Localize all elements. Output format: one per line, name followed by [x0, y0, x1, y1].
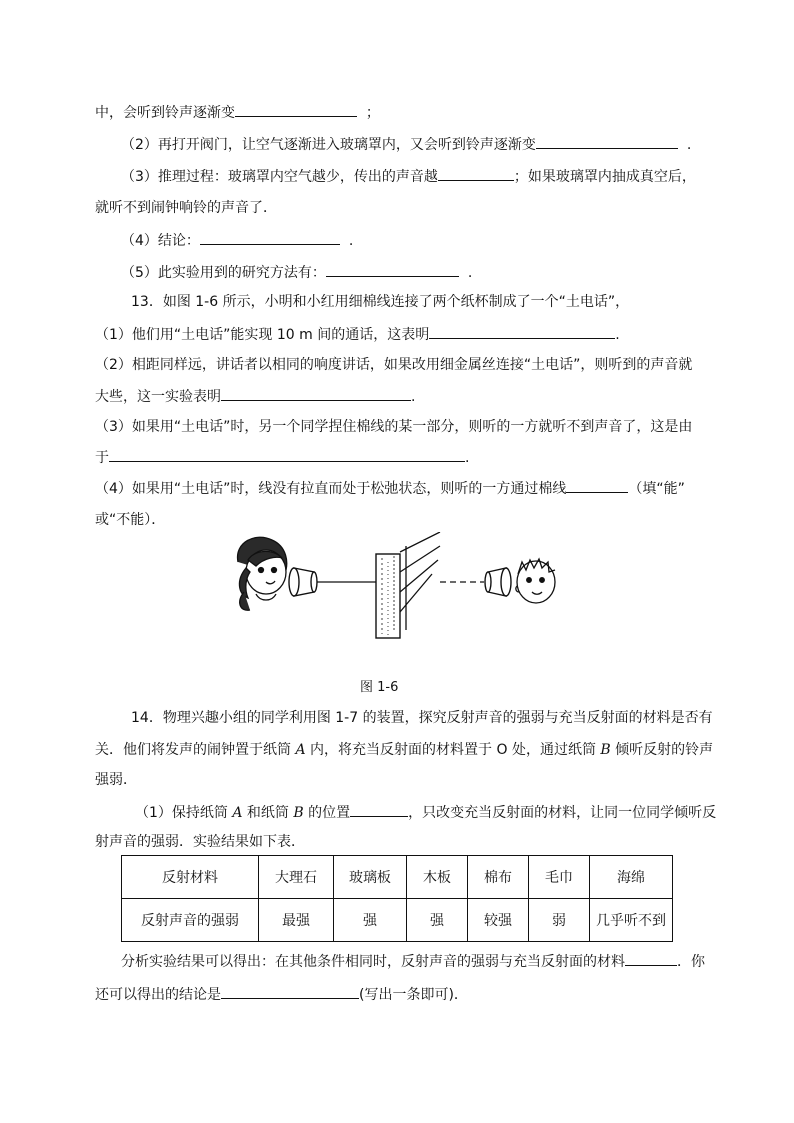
- left-cup: [289, 568, 317, 596]
- tube-a-label: A: [232, 805, 243, 821]
- q13-text: .: [465, 450, 470, 466]
- q14-text: 还可以得出的结论是: [95, 987, 221, 1003]
- answer-blank[interactable]: [429, 324, 615, 339]
- q13-text: （2）相距同样远，讲话者以相同的响度讲话，如果改用细金属丝连接“土电话”，则听到的声音就: [95, 357, 693, 373]
- table-cell: 玻璃板: [334, 856, 407, 899]
- q13-text: （4）如果用“土电话”时，线没有拉直而处于松弛状态，则听的一方通过棉线: [95, 481, 567, 497]
- answer-blank[interactable]: [221, 984, 359, 999]
- answer-blank[interactable]: [350, 802, 408, 817]
- q12-text: （3）推理过程：玻璃罩内空气越少，传出的声音越: [121, 169, 438, 185]
- q13-part-3-cont: [95, 447, 469, 468]
- q12-text: .: [348, 233, 354, 249]
- q12-text: （2）再打开阀门，让空气逐渐进入玻璃罩内，又会听到铃声逐渐变: [121, 137, 536, 153]
- q13-part-2-cont: [95, 386, 415, 407]
- q14-text: 关．他们将发声的闹钟置于纸筒: [95, 742, 296, 758]
- answer-blank[interactable]: [200, 230, 340, 245]
- table-cell: 几乎听不到: [590, 899, 673, 942]
- q14-text: 14．物理兴趣小组的同学利用图 1-7 的装置，探究反射声音的强弱与充当反射面的材料是否有: [131, 710, 713, 726]
- q13-text: 或“不能）．: [95, 512, 166, 528]
- q13-part-1: [95, 324, 620, 345]
- q14-text: (写出一条即可)．: [359, 987, 468, 1003]
- figure-caption: 图 1-6: [360, 680, 399, 695]
- q14-part-1-cont: [95, 832, 305, 852]
- answer-blank[interactable]: [326, 262, 459, 277]
- q12-part-2: [121, 134, 691, 155]
- q14-text: ．你: [677, 954, 705, 970]
- q14-text: 和纸筒: [242, 805, 294, 821]
- q14-part-1: [135, 802, 716, 823]
- q14-text: 的位置: [303, 805, 351, 821]
- answer-blank[interactable]: [438, 166, 514, 181]
- q12-part-4: [121, 230, 353, 251]
- q13-text: .: [615, 327, 620, 343]
- q14-intro: [131, 708, 713, 728]
- answer-blank[interactable]: [566, 478, 628, 493]
- table-cell: 海绵: [590, 856, 673, 899]
- table-header-cell: 反射材料: [122, 856, 259, 899]
- q12-text: 中，会听到铃声逐渐变: [95, 105, 235, 121]
- q13-part-4-cont: [95, 510, 165, 530]
- tube-b-label: B: [600, 742, 611, 758]
- q12-text: （5）此实验用到的研究方法有：: [121, 265, 326, 281]
- table-cell: 木板: [407, 856, 468, 899]
- table-cell: 强: [334, 899, 407, 942]
- table-cell: 毛巾: [529, 856, 590, 899]
- girl-illustration: [238, 537, 287, 610]
- q13-text: 于: [95, 450, 109, 466]
- q14-text: （1）保持纸筒: [135, 805, 233, 821]
- wall-corner: [376, 532, 440, 638]
- q12-text: .: [686, 137, 692, 153]
- q14-text: 射声音的强弱．实验结果如下表．: [95, 834, 305, 850]
- answer-blank[interactable]: [235, 102, 357, 117]
- table-cell: 棉布: [468, 856, 529, 899]
- table-cell: 强: [407, 899, 468, 942]
- q13-text: （3）如果用“土电话”时，另一个同学捏住棉线的某一部分，则听的一方就听不到声音了，这是由: [95, 419, 693, 435]
- q12-line-1: [95, 102, 380, 123]
- answer-blank[interactable]: [536, 134, 678, 149]
- q13-part-2: [95, 355, 692, 375]
- boy-illustration: [516, 559, 555, 603]
- q13-text: （1）他们用“土电话”能实现 10 m 间的通话，这表明: [95, 327, 430, 343]
- q13-part-3: [95, 417, 692, 437]
- q13-text: （填“能”: [628, 481, 685, 497]
- q12-text: ；: [365, 105, 380, 121]
- q12-text: ；如果玻璃罩内抽成真空后，: [513, 169, 696, 185]
- q14-text: 内，将充当反射面的材料置于 O 处，通过纸筒: [305, 742, 601, 758]
- q12-text: （4）结论：: [121, 233, 200, 249]
- table-cell: 较强: [468, 899, 529, 942]
- q13-text: 大些，这一实验表明: [95, 389, 221, 405]
- q13-text: .: [411, 389, 416, 405]
- right-cup: [485, 568, 511, 596]
- q12-text: .: [467, 265, 473, 281]
- q13-intro: [131, 292, 629, 312]
- table-header-cell: 反射声音的强弱: [122, 899, 259, 942]
- q12-part-5: [121, 262, 472, 283]
- q14-intro-cont: [95, 740, 713, 760]
- tube-a-label: A: [295, 742, 306, 758]
- q14-text: 倾听反射的铃声: [610, 742, 714, 758]
- answer-blank[interactable]: [221, 386, 411, 401]
- string-telephone-figure: [226, 532, 566, 650]
- q14-text: 分析实验结果可以得出：在其他条件相同时，反射声音的强弱与充当反射面的材料: [121, 954, 625, 970]
- q12-part-3-cont: [95, 198, 277, 218]
- answer-blank[interactable]: [625, 951, 677, 966]
- table-row: [122, 856, 673, 899]
- table-cell: 弱: [529, 899, 590, 942]
- q14-analysis-cont: [95, 984, 468, 1005]
- q14-intro-end: [95, 770, 137, 790]
- q13-text: 13．如图 1-6 所示，小明和小红用细棉线连接了两个纸杯制成了一个“土电话”，: [131, 294, 630, 310]
- results-table: [121, 855, 673, 942]
- q14-analysis: [121, 951, 705, 972]
- answer-blank[interactable]: [109, 447, 465, 462]
- table-row: [122, 899, 673, 942]
- q12-text: 就听不到闹钟响铃的声音了．: [95, 200, 277, 216]
- tube-b-label: B: [293, 805, 304, 821]
- table-cell: 大理石: [259, 856, 334, 899]
- table-cell: 最强: [259, 899, 334, 942]
- q12-part-3: [121, 166, 696, 187]
- q13-part-4: [95, 478, 685, 499]
- q14-text: ，只改变充当反射面的材料，让同一位同学倾听反: [408, 805, 717, 821]
- q14-text: 强弱．: [95, 772, 137, 788]
